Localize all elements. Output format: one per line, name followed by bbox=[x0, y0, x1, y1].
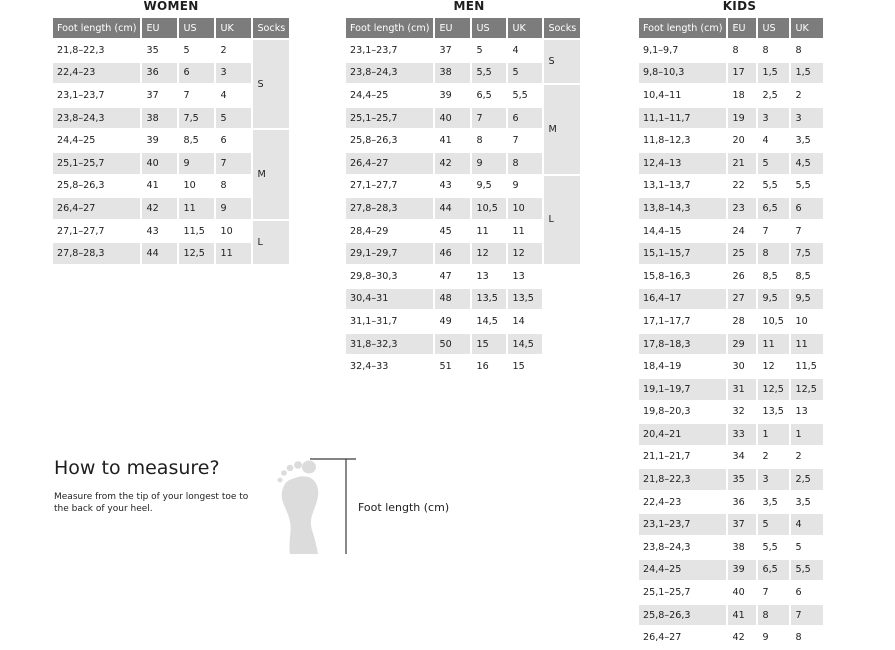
table-cell: 43 bbox=[142, 221, 177, 242]
table-cell: 2,5 bbox=[758, 85, 789, 106]
table-row bbox=[346, 356, 580, 377]
table-row bbox=[639, 63, 823, 84]
table-cell: 7,5 bbox=[791, 243, 823, 264]
foot-length-label: Foot length (cm) bbox=[358, 501, 450, 514]
table-cell: 11,5 bbox=[791, 356, 823, 377]
table-cell: 42 bbox=[142, 198, 177, 219]
table-cell: 16,4–17 bbox=[639, 289, 726, 310]
women-column-header: EU bbox=[142, 18, 177, 38]
table-cell: 25,8–26,3 bbox=[639, 605, 726, 626]
table-cell: 40 bbox=[142, 153, 177, 174]
table-row bbox=[346, 334, 580, 355]
table-cell: 31,8–32,3 bbox=[346, 334, 433, 355]
table-row bbox=[639, 627, 823, 648]
table-cell: 13,5 bbox=[472, 289, 506, 310]
table-cell: 35 bbox=[142, 40, 177, 61]
table-cell: 11 bbox=[179, 198, 214, 219]
women-size-table bbox=[51, 16, 291, 266]
table-row bbox=[639, 514, 823, 535]
table-cell: 48 bbox=[435, 289, 470, 310]
table-cell: 9 bbox=[216, 198, 251, 219]
table-cell: 6 bbox=[791, 582, 823, 603]
table-cell: 7 bbox=[791, 605, 823, 626]
table-cell: 21 bbox=[728, 153, 756, 174]
table-cell: 25,1–25,7 bbox=[53, 153, 140, 174]
table-cell: 5 bbox=[472, 40, 506, 61]
table-row bbox=[639, 379, 823, 400]
table-cell: 5,5 bbox=[758, 537, 789, 558]
table-cell: 6,5 bbox=[758, 198, 789, 219]
table-cell: 2 bbox=[758, 447, 789, 468]
women-column-header: Socks bbox=[253, 18, 289, 38]
table-cell: 8,5 bbox=[791, 266, 823, 287]
table-row bbox=[639, 469, 823, 490]
table-cell: 20 bbox=[728, 130, 756, 151]
table-row bbox=[639, 537, 823, 558]
table-cell: 4,5 bbox=[791, 153, 823, 174]
table-cell: 10,5 bbox=[758, 311, 789, 332]
table-cell: 17,1–17,7 bbox=[639, 311, 726, 332]
table-cell: 21,1–21,7 bbox=[639, 447, 726, 468]
table-cell: 15 bbox=[508, 356, 542, 377]
table-cell: 7 bbox=[758, 221, 789, 242]
table-row bbox=[639, 176, 823, 197]
table-cell: 38 bbox=[142, 108, 177, 129]
table-cell: 13,5 bbox=[508, 289, 542, 310]
table-cell: 6,5 bbox=[472, 85, 506, 106]
table-cell: 31 bbox=[728, 379, 756, 400]
table-cell: 23,8–24,3 bbox=[53, 108, 140, 129]
kids-title: KIDS bbox=[722, 0, 757, 13]
table-cell: 3 bbox=[791, 108, 823, 129]
table-cell: 50 bbox=[435, 334, 470, 355]
table-cell: 18 bbox=[728, 85, 756, 106]
table-cell: 14,5 bbox=[472, 311, 506, 332]
table-cell: 40 bbox=[728, 582, 756, 603]
table-cell: 14,5 bbox=[508, 334, 542, 355]
table-cell: 38 bbox=[435, 63, 470, 84]
table-cell: 29,8–30,3 bbox=[346, 266, 433, 287]
table-row bbox=[346, 85, 580, 106]
table-cell: 25,8–26,3 bbox=[53, 176, 140, 197]
table-cell: 44 bbox=[435, 198, 470, 219]
women-title: WOMEN bbox=[143, 0, 199, 13]
table-cell: 26,4–27 bbox=[639, 627, 726, 648]
women-column-header: Foot length (cm) bbox=[53, 18, 140, 38]
men-column-header: US bbox=[472, 18, 506, 38]
table-cell: 18,4–19 bbox=[639, 356, 726, 377]
table-cell: 5 bbox=[216, 108, 251, 129]
table-cell: 11 bbox=[508, 221, 542, 242]
table-cell: 39 bbox=[142, 130, 177, 151]
table-cell: 6 bbox=[179, 63, 214, 84]
table-cell: 9 bbox=[179, 153, 214, 174]
table-cell: 7 bbox=[508, 130, 542, 151]
table-row bbox=[639, 447, 823, 468]
table-cell: 15,1–15,7 bbox=[639, 243, 726, 264]
table-cell: 5,5 bbox=[791, 176, 823, 197]
kids-size-table bbox=[637, 16, 825, 650]
table-cell: 5 bbox=[179, 40, 214, 61]
table-cell: 8 bbox=[728, 40, 756, 61]
table-cell: 7 bbox=[216, 153, 251, 174]
table-cell: 7 bbox=[758, 582, 789, 603]
table-row bbox=[639, 85, 823, 106]
table-cell: 9 bbox=[758, 627, 789, 648]
table-cell: 6,5 bbox=[758, 560, 789, 581]
women-header-row bbox=[53, 18, 289, 38]
socks-size-cell: S bbox=[253, 40, 289, 128]
kids-header-row bbox=[639, 18, 823, 38]
table-cell: 42 bbox=[435, 153, 470, 174]
table-cell: 3 bbox=[216, 63, 251, 84]
table-cell: 11 bbox=[758, 334, 789, 355]
table-cell: 19,1–19,7 bbox=[639, 379, 726, 400]
table-cell: 8 bbox=[508, 153, 542, 174]
table-cell: 26,4–27 bbox=[346, 153, 433, 174]
table-cell: 5,5 bbox=[508, 85, 542, 106]
table-cell: 5,5 bbox=[758, 176, 789, 197]
table-cell: 9 bbox=[508, 176, 542, 197]
table-cell: 26,4–27 bbox=[53, 198, 140, 219]
table-cell: 44 bbox=[142, 243, 177, 264]
table-row bbox=[346, 176, 580, 197]
table-cell: 5,5 bbox=[472, 63, 506, 84]
table-cell: 10 bbox=[508, 198, 542, 219]
table-cell: 6 bbox=[508, 108, 542, 129]
table-cell: 23,1–23,7 bbox=[639, 514, 726, 535]
table-cell: 27,1–27,7 bbox=[53, 221, 140, 242]
table-cell: 14,4–15 bbox=[639, 221, 726, 242]
table-cell: 26 bbox=[728, 266, 756, 287]
table-row bbox=[639, 560, 823, 581]
table-cell: 43 bbox=[435, 176, 470, 197]
table-row bbox=[639, 582, 823, 603]
table-cell: 21,8–22,3 bbox=[639, 469, 726, 490]
table-cell: 8 bbox=[472, 130, 506, 151]
table-cell: 46 bbox=[435, 243, 470, 264]
table-cell: 17,8–18,3 bbox=[639, 334, 726, 355]
table-cell: 19,8–20,3 bbox=[639, 402, 726, 423]
table-cell: 9,5 bbox=[758, 289, 789, 310]
table-cell: 10 bbox=[791, 311, 823, 332]
table-row bbox=[639, 153, 823, 174]
table-cell: 6 bbox=[791, 198, 823, 219]
table-row bbox=[639, 221, 823, 242]
table-cell: 25,1–25,7 bbox=[639, 582, 726, 603]
table-cell: 8 bbox=[758, 243, 789, 264]
table-cell: 8 bbox=[791, 627, 823, 648]
table-cell: 28,4–29 bbox=[346, 221, 433, 242]
table-row bbox=[639, 424, 823, 445]
table-row bbox=[53, 221, 289, 242]
table-cell: 3,5 bbox=[758, 492, 789, 513]
table-row bbox=[639, 130, 823, 151]
table-cell: 37 bbox=[435, 40, 470, 61]
table-cell: 3 bbox=[758, 108, 789, 129]
table-cell: 8,5 bbox=[179, 130, 214, 151]
table-cell: 30,4–31 bbox=[346, 289, 433, 310]
table-cell: 34 bbox=[728, 447, 756, 468]
table-cell: 3,5 bbox=[791, 130, 823, 151]
table-cell: 13,1–13,7 bbox=[639, 176, 726, 197]
kids-column-header: UK bbox=[791, 18, 823, 38]
table-cell: 7 bbox=[472, 108, 506, 129]
table-cell: 11 bbox=[216, 243, 251, 264]
table-cell: 36 bbox=[728, 492, 756, 513]
table-cell: 32,4–33 bbox=[346, 356, 433, 377]
table-cell: 9,1–9,7 bbox=[639, 40, 726, 61]
table-cell: 8 bbox=[758, 40, 789, 61]
table-cell: 12,5 bbox=[758, 379, 789, 400]
table-cell: 2,5 bbox=[791, 469, 823, 490]
table-cell: 1 bbox=[758, 424, 789, 445]
table-row bbox=[639, 605, 823, 626]
table-cell: 41 bbox=[435, 130, 470, 151]
table-cell: 9,8–10,3 bbox=[639, 63, 726, 84]
table-cell: 24,4–25 bbox=[639, 560, 726, 581]
table-cell: 41 bbox=[142, 176, 177, 197]
table-cell: 35 bbox=[728, 469, 756, 490]
table-cell: 9,5 bbox=[791, 289, 823, 310]
table-cell: 12,4–13 bbox=[639, 153, 726, 174]
table-cell: 11,8–12,3 bbox=[639, 130, 726, 151]
table-cell: 6 bbox=[216, 130, 251, 151]
table-cell: 20,4–21 bbox=[639, 424, 726, 445]
table-cell: 13,5 bbox=[758, 402, 789, 423]
men-column-header: EU bbox=[435, 18, 470, 38]
women-column-header: UK bbox=[216, 18, 251, 38]
table-cell: 25,8–26,3 bbox=[346, 130, 433, 151]
table-cell: 5,5 bbox=[791, 560, 823, 581]
table-cell: 19 bbox=[728, 108, 756, 129]
table-cell: 11,5 bbox=[179, 221, 214, 242]
table-row bbox=[639, 108, 823, 129]
table-cell: 31,1–31,7 bbox=[346, 311, 433, 332]
table-cell: 4 bbox=[758, 130, 789, 151]
socks-size-cell: L bbox=[253, 221, 289, 264]
table-cell: 23,1–23,7 bbox=[346, 40, 433, 61]
table-cell: 27,8–28,3 bbox=[346, 198, 433, 219]
table-cell: 23,8–24,3 bbox=[639, 537, 726, 558]
table-row bbox=[53, 40, 289, 61]
table-cell: 27,8–28,3 bbox=[53, 243, 140, 264]
table-cell: 29 bbox=[728, 334, 756, 355]
table-cell: 9,5 bbox=[472, 176, 506, 197]
table-cell: 33 bbox=[728, 424, 756, 445]
kids-column-header: US bbox=[758, 18, 789, 38]
socks-size-cell: S bbox=[544, 40, 580, 83]
table-cell: 12,5 bbox=[791, 379, 823, 400]
table-cell: 39 bbox=[435, 85, 470, 106]
table-cell: 8 bbox=[791, 40, 823, 61]
table-cell: 8,5 bbox=[758, 266, 789, 287]
table-cell: 30 bbox=[728, 356, 756, 377]
table-row bbox=[639, 243, 823, 264]
table-cell: 16 bbox=[472, 356, 506, 377]
table-row bbox=[639, 198, 823, 219]
table-cell: 10 bbox=[179, 176, 214, 197]
table-row bbox=[639, 40, 823, 61]
table-row bbox=[639, 356, 823, 377]
table-cell: 12 bbox=[758, 356, 789, 377]
table-cell: 21,8–22,3 bbox=[53, 40, 140, 61]
table-cell: 2 bbox=[791, 447, 823, 468]
table-cell: 4 bbox=[791, 514, 823, 535]
table-cell: 36 bbox=[142, 63, 177, 84]
socks-size-cell: L bbox=[544, 176, 580, 264]
table-cell: 24,4–25 bbox=[346, 85, 433, 106]
table-cell: 41 bbox=[728, 605, 756, 626]
table-cell: 15 bbox=[472, 334, 506, 355]
table-cell: 37 bbox=[728, 514, 756, 535]
table-cell: 51 bbox=[435, 356, 470, 377]
table-cell: 23,8–24,3 bbox=[346, 63, 433, 84]
men-header-row bbox=[346, 18, 580, 38]
table-cell: 27,1–27,7 bbox=[346, 176, 433, 197]
table-cell: 40 bbox=[435, 108, 470, 129]
how-to-measure-text: Measure from the tip of your longest toe to the back of your heel. bbox=[54, 492, 249, 514]
table-cell: 5 bbox=[791, 537, 823, 558]
table-cell: 27 bbox=[728, 289, 756, 310]
table-row bbox=[639, 266, 823, 287]
table-cell: 12 bbox=[508, 243, 542, 264]
table-row bbox=[639, 311, 823, 332]
table-cell: 5 bbox=[758, 153, 789, 174]
men-title: MEN bbox=[453, 0, 485, 13]
table-cell: 47 bbox=[435, 266, 470, 287]
table-cell: 10,4–11 bbox=[639, 85, 726, 106]
table-row bbox=[346, 311, 580, 332]
table-cell: 13,8–14,3 bbox=[639, 198, 726, 219]
table-cell: 2 bbox=[791, 85, 823, 106]
kids-column-header: EU bbox=[728, 18, 756, 38]
table-cell: 7,5 bbox=[179, 108, 214, 129]
table-cell: 13 bbox=[791, 402, 823, 423]
table-cell: 22,4–23 bbox=[639, 492, 726, 513]
table-cell: 11 bbox=[791, 334, 823, 355]
table-cell: 7 bbox=[179, 85, 214, 106]
socks-size-cell: M bbox=[253, 130, 289, 218]
how-to-measure-title: How to measure? bbox=[54, 457, 220, 479]
table-cell: 1 bbox=[791, 424, 823, 445]
table-cell: 3,5 bbox=[791, 492, 823, 513]
table-row bbox=[346, 266, 580, 287]
table-cell: 13 bbox=[472, 266, 506, 287]
table-row bbox=[639, 402, 823, 423]
table-cell: 28 bbox=[728, 311, 756, 332]
table-cell: 8 bbox=[758, 605, 789, 626]
table-cell: 1,5 bbox=[758, 63, 789, 84]
table-cell: 10 bbox=[216, 221, 251, 242]
table-cell: 4 bbox=[216, 85, 251, 106]
table-cell: 13 bbox=[508, 266, 542, 287]
men-column-header: Socks bbox=[544, 18, 580, 38]
table-cell: 14 bbox=[508, 311, 542, 332]
table-cell: 3 bbox=[758, 469, 789, 490]
foot-icon bbox=[268, 452, 368, 554]
table-cell: 29,1–29,7 bbox=[346, 243, 433, 264]
table-cell: 5 bbox=[758, 514, 789, 535]
table-cell: 24,4–25 bbox=[53, 130, 140, 151]
table-cell: 12 bbox=[472, 243, 506, 264]
men-column-header: Foot length (cm) bbox=[346, 18, 433, 38]
table-cell: 45 bbox=[435, 221, 470, 242]
table-cell: 10,5 bbox=[472, 198, 506, 219]
table-cell: 38 bbox=[728, 537, 756, 558]
table-cell: 25 bbox=[728, 243, 756, 264]
table-cell: 15,8–16,3 bbox=[639, 266, 726, 287]
table-cell: 8 bbox=[216, 176, 251, 197]
table-cell: 11,1–11,7 bbox=[639, 108, 726, 129]
table-cell: 2 bbox=[216, 40, 251, 61]
table-cell: 22,4–23 bbox=[53, 63, 140, 84]
table-cell: 9 bbox=[472, 153, 506, 174]
table-cell: 1,5 bbox=[791, 63, 823, 84]
table-cell: 23 bbox=[728, 198, 756, 219]
table-row bbox=[639, 289, 823, 310]
table-row bbox=[346, 289, 580, 310]
table-row bbox=[53, 130, 289, 151]
table-row bbox=[346, 40, 580, 61]
women-column-header: US bbox=[179, 18, 214, 38]
table-row bbox=[639, 492, 823, 513]
table-cell: 12,5 bbox=[179, 243, 214, 264]
table-cell: 24 bbox=[728, 221, 756, 242]
table-cell: 7 bbox=[791, 221, 823, 242]
kids-column-header: Foot length (cm) bbox=[639, 18, 726, 38]
table-cell: 5 bbox=[508, 63, 542, 84]
men-size-table bbox=[344, 16, 582, 379]
table-cell: 49 bbox=[435, 311, 470, 332]
table-cell: 23,1–23,7 bbox=[53, 85, 140, 106]
table-cell: 11 bbox=[472, 221, 506, 242]
table-cell: 32 bbox=[728, 402, 756, 423]
table-cell: 39 bbox=[728, 560, 756, 581]
table-row bbox=[639, 334, 823, 355]
men-column-header: UK bbox=[508, 18, 542, 38]
table-cell: 37 bbox=[142, 85, 177, 106]
table-cell: 25,1–25,7 bbox=[346, 108, 433, 129]
table-cell: 22 bbox=[728, 176, 756, 197]
socks-size-cell: M bbox=[544, 85, 580, 173]
table-cell: 17 bbox=[728, 63, 756, 84]
table-cell: 42 bbox=[728, 627, 756, 648]
table-cell: 4 bbox=[508, 40, 542, 61]
